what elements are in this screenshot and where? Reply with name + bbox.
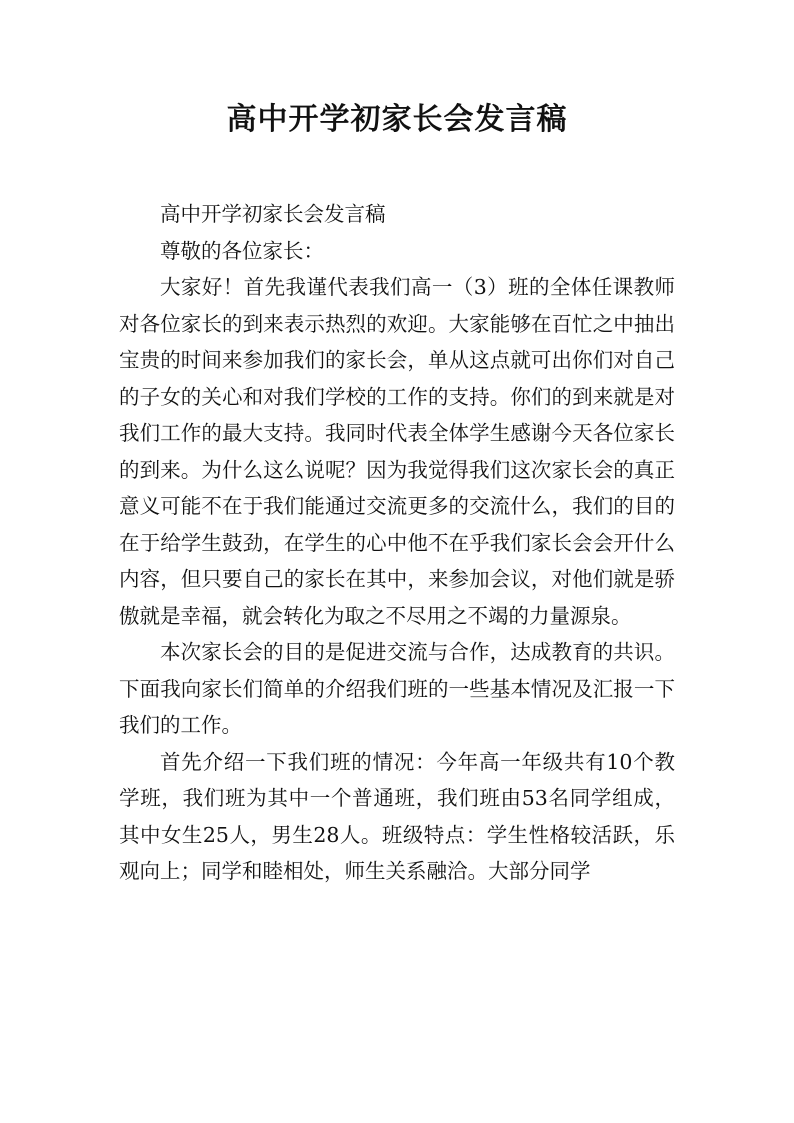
paragraph-purpose: 本次家长会的目的是促进交流与合作，达成教育的共识。下面我向家长们简单的介绍我们班的一些基本情况及汇报一下我们的工作。 [119,640,675,737]
document-title: 高中开学初家长会发言稿 [226,102,568,137]
document-body [119,196,675,890]
paragraph-salutation: 尊敬的各位家长： [160,238,324,263]
paragraph-heading: 高中开学初家长会发言稿 [160,202,386,226]
paragraph-class-intro: 首先介绍一下我们班的情况：今年高一年级共有10个教学班，我们班为其中一个普通班，我们班由53名同学组成，其中女生25人，男生28人。班级特点：学生性格较活跃，乐观向上；同学和睦相处，师生关系融洽。大部分同学 [119,749,675,883]
paragraph-welcome: 大家好！首先我谨代表我们高一（3）班的全体任课教师对各位家长的到来表示热烈的欢迎。大家能够在百忙之中抽出宝贵的时间来参加我们的家长会，单从这点就可出你们对自己的子女的关心和对我们学校的工作的支持。你们的到来就是对我们工作的最大支持。我同时代表全体学生感谢今天各位家长的到来。为什么这么说呢？因为我觉得我们这次家长会的真正意义可能不在于我们能通过交流更多的交流什么，我们的目的在于给学生鼓劲，在学生的心中他不在乎我们家长会会开什么内容，但只要自己的家长在其中，来参加会议，对他们就是骄傲就是幸福，就会转化为取之不尽用之不竭的力量源泉。 [119,275,675,628]
